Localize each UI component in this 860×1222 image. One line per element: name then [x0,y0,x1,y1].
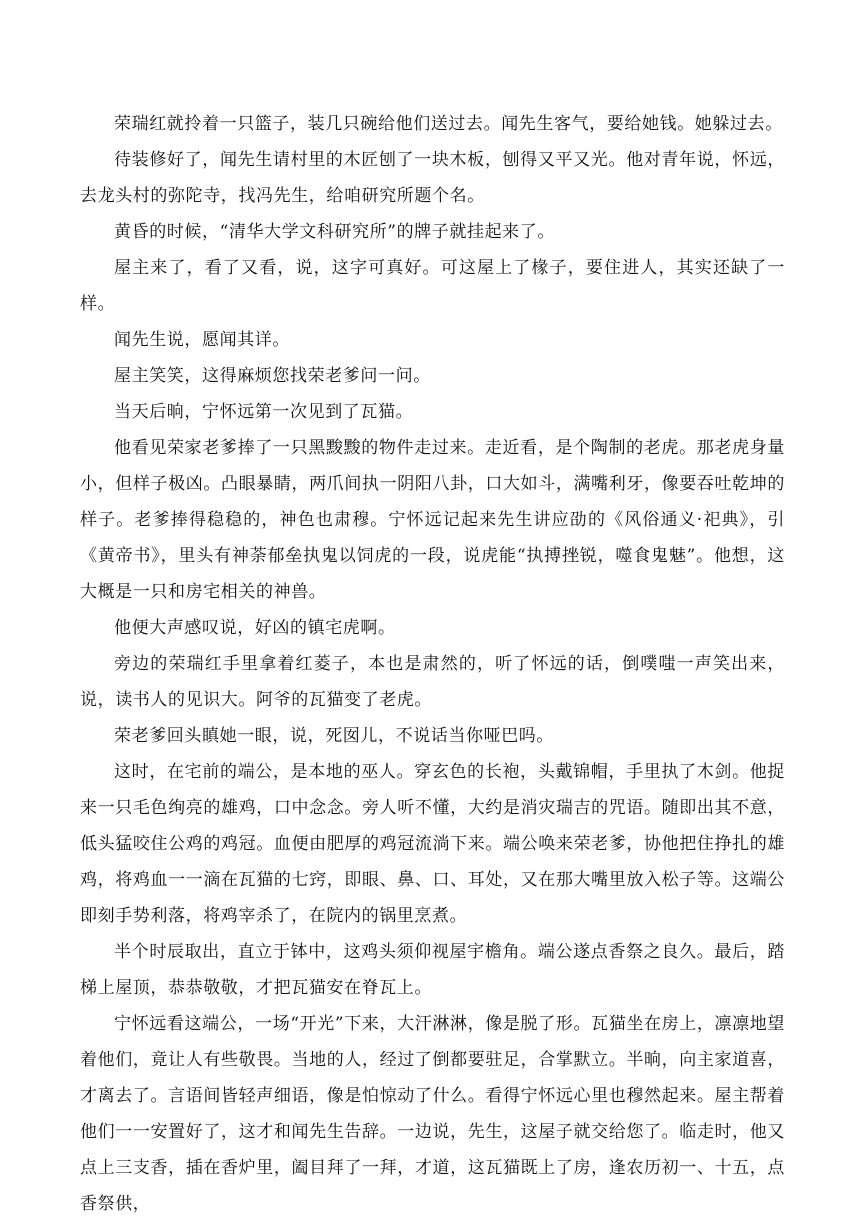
paragraph-3: 黄昏的时候，“清华大学文科研究所”的牌子就挂起来了。 [114,222,555,242]
paragraph-13: 半个时辰取出，直立于钵中，这鸡头须仰视屋宇檐角。端公遂点香祭之良久。最后，踏梯上屋顶，恭恭敬敬，才把瓦猫安在脊瓦上。 [80,942,785,998]
paragraph-9: 他便大声感叹说，好凶的镇宅虎啊。 [114,618,396,638]
paragraph-2: 待装修好了，闻先生请村里的木匠刨了一块木板，刨得又平又光。他对青年说，怀远，去龙头村的弥陀寺，找冯先生，给咱研究所题个名。 [80,150,785,206]
paragraph-6: 屋主笑笑，这得麻烦您找荣老爹问一问。 [114,366,431,386]
paragraph-7: 当天后晌，宁怀远第一次见到了瓦猫。 [114,402,414,422]
paragraph-10: 旁边的荣瑞红手里拿着红菱子，本也是肃然的，听了怀远的话，倒噗嗤一声笑出来，说，读书人的见识大。阿爷的瓦猫变了老虎。 [80,654,785,710]
paragraph-8: 他看见荣家老爹捧了一只黑黢黢的物件走过来。走近看，是个陶制的老虎。那老虎身量小，但样子极凶。凸眼暴睛，两爪间执一阴阳八卦，口大如斗，满嘴利牙，像要吞吐乾坤的样子。老爹捧得稳稳的，神色也肃穆。宁怀远记起来先生讲应劭的《风俗通义·祀典》，引《黄帝书》，里头有神荼郁垒执鬼以饲虎的一段，说虎能“执搏挫锐，噬食鬼魅”。他想，这大概是一只和房宅相关的神兽。 [80,438,785,602]
paragraph-12: 这时，在宅前的端公，是本地的巫人。穿玄色的长袍，头戴锦帽，手里执了木剑。他捉来一只毛色绚亮的雄鸡，口中念念。旁人听不懂，大约是消灾瑞吉的咒语。随即出其不意，低头猛咬住公鸡的鸡冠。血便由肥厚的鸡冠流淌下来。端公唤来荣老爹，协他把住挣扎的雄鸡，将鸡血一一滴在瓦猫的七窍，即眼、鼻、口、耳处，又在那大嘴里放入松子等。这端公即刻手势利落，将鸡宰杀了，在院内的锅里烹煮。 [80,762,785,926]
document-page [80,106,785,1222]
paragraph-5: 闻先生说，愿闻其详。 [114,330,290,350]
paragraph-4: 屋主来了，看了又看，说，这字可真好。可这屋上了椽子，要住进人，其实还缺了一样。 [80,258,785,314]
paragraph-1: 荣瑞红就拎着一只篮子，装几只碗给他们送过去。闻先生客气，要给她钱。她躲过去。 [114,114,783,134]
paragraph-14: 宁怀远看这端公，一场“开光”下来，大汗淋淋，像是脱了形。瓦猫坐在房上，凛凛地望着他们，竟让人有些敬畏。当地的人，经过了倒都要驻足，合掌默立。半晌，向主家道喜，才离去了。言语间皆轻声细语，像是怕惊动了什么。看得宁怀远心里也穆然起来。屋主帮着他们一一安置好了，这才和闻先生告辞。一边说，先生，这屋子就交给您了。临走时，他又点上三支香，插在香炉里，阖目拜了一拜，才道，这瓦猫既上了房，逢农历初一、十五，点香祭供， [80,1014,785,1214]
paragraph-11: 荣老爹回头瞋她一眼，说，死囡儿，不说话当你哑巴吗。 [114,726,554,746]
